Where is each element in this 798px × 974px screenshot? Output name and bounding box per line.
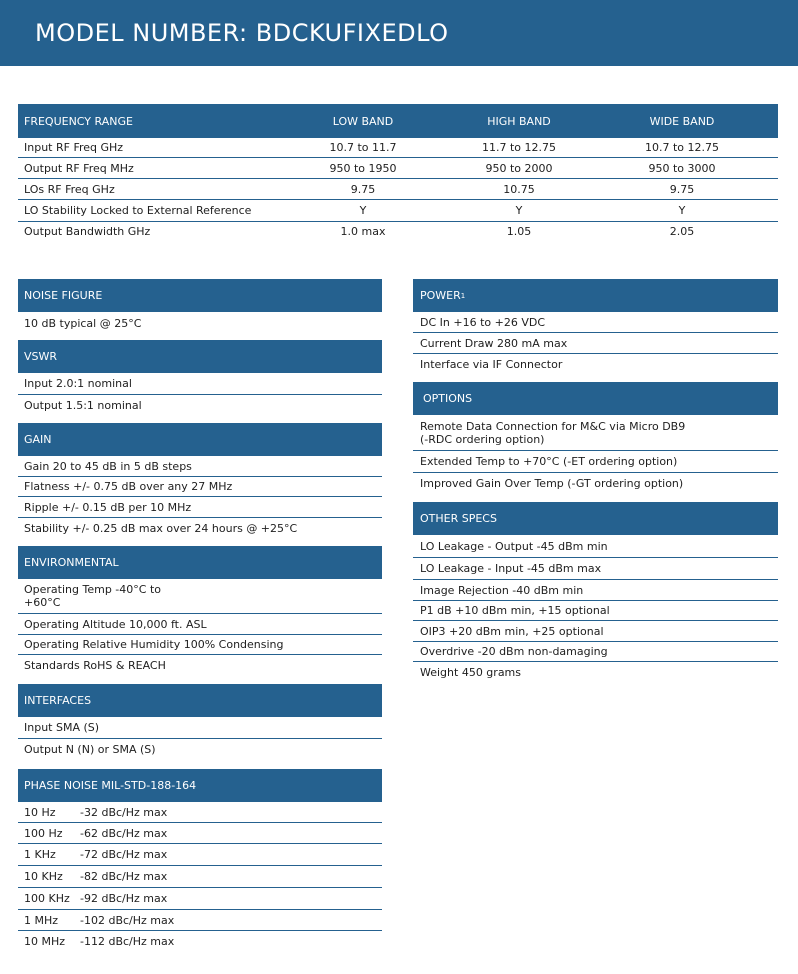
phase-noise-value: -112 dBc/Hz max	[80, 935, 175, 948]
phase-noise-offset: 10 KHz	[24, 870, 63, 883]
freq-header-low: LOW BAND	[332, 114, 394, 128]
freq-row-low: Y	[359, 204, 367, 217]
power-footnote-mark: 1	[460, 291, 466, 300]
power-item: Interface via IF Connector	[420, 357, 563, 371]
freq-row-label: Output Bandwidth GHz	[24, 225, 151, 238]
freq-row-wide: 950 to 3000	[648, 161, 716, 175]
freq-row-wide: 9.75	[669, 182, 695, 196]
freq-row-high: 1.05	[506, 225, 532, 238]
phase-noise-value: -62 dBc/Hz max	[80, 826, 168, 840]
freq-table-row	[18, 138, 778, 158]
power-header	[413, 279, 778, 312]
interfaces-header: INTERFACES	[18, 684, 382, 717]
freq-row-label: Output RF Freq MHz	[24, 161, 134, 175]
freq-row-label: LOs RF Freq GHz	[24, 182, 115, 196]
freq-header-high: HIGH BAND	[487, 114, 551, 128]
phase-noise-value: -32 dBc/Hz max	[80, 805, 168, 819]
phase-noise-header: PHASE NOISE MIL-STD-188-164	[18, 769, 382, 802]
freq-row-high: 10.75	[503, 182, 535, 196]
phase-noise-value: -92 dBc/Hz max	[80, 892, 168, 905]
freq-header-wide: WIDE BAND	[649, 114, 715, 128]
environmental-item: Standards RoHS & REACH	[24, 658, 166, 672]
other-specs-item: LO Leakage - Input -45 dBm max	[413, 558, 778, 580]
gain-item: Stability +/- 0.25 dB max over 24 hours @ +25°C	[24, 521, 298, 535]
noise-figure-item: 10 dB typical @ 25°C	[24, 316, 142, 330]
options-rdc-line2: (-RDC ordering option)	[420, 432, 545, 446]
power-item: DC In +16 to +26 VDC	[413, 312, 778, 333]
options-item: Improved Gain Over Temp (-GT ordering option)	[420, 477, 684, 490]
other-specs-item: OIP3 +20 dBm min, +25 optional	[413, 621, 778, 642]
vswr-item: Input 2.0:1 nominal	[18, 373, 382, 395]
other-specs-item: P1 dB +10 dBm min, +15 optional	[413, 601, 778, 621]
freq-table-row	[18, 222, 778, 241]
vswr-item: Output 1.5:1 nominal	[24, 398, 142, 412]
gain-item: Flatness +/- 0.75 dB over any 27 MHz	[18, 477, 382, 497]
freq-table-row	[18, 179, 778, 200]
phase-noise-row	[18, 844, 382, 866]
freq-row-low: 9.75	[350, 182, 376, 196]
freq-row-wide: 2.05	[669, 225, 695, 238]
freq-row-high: Y	[515, 204, 523, 217]
phase-noise-value: -72 dBc/Hz max	[80, 848, 168, 861]
phase-noise-row	[18, 823, 382, 844]
other-specs-header: OTHER SPECS	[413, 502, 778, 535]
page-header	[0, 0, 798, 66]
power-item: Current Draw 280 mA max	[413, 333, 778, 354]
freq-row-low: 1.0 max	[340, 225, 386, 238]
options-item	[413, 415, 778, 451]
env-temp-line2: +60°C	[24, 596, 61, 609]
options-item: Extended Temp to +70°C (-ET ordering option)	[413, 451, 778, 473]
phase-noise-offset: 1 MHz	[24, 913, 59, 927]
environmental-item: Operating Altitude 10,000 ft. ASL	[18, 614, 382, 635]
env-temp-line1: Operating Temp -40°C to	[24, 583, 161, 596]
model-number-title: MODEL NUMBER: BDCKUFIXEDLO	[35, 19, 449, 47]
freq-row-label: LO Stability Locked to External Reference	[24, 204, 252, 217]
environmental-item: Operating Relative Humidity 100% Condensing	[18, 635, 382, 655]
power-title: POWER	[420, 289, 461, 302]
interfaces-item: Output N (N) or SMA (S)	[24, 742, 156, 756]
other-specs-item: Overdrive -20 dBm non-damaging	[413, 642, 778, 662]
phase-noise-offset: 100 KHz	[24, 892, 70, 905]
gain-header: GAIN	[18, 423, 382, 456]
freq-table-row	[18, 158, 778, 179]
phase-noise-offset: 10 MHz	[24, 935, 66, 948]
phase-noise-offset: 1 KHz	[24, 848, 56, 861]
options-header: OPTIONS	[413, 382, 778, 415]
freq-row-wide: Y	[678, 204, 686, 217]
environmental-item	[18, 579, 382, 614]
interfaces-item: Input SMA (S)	[18, 717, 382, 739]
phase-noise-row	[18, 931, 382, 952]
phase-noise-value: -102 dBc/Hz max	[80, 913, 175, 927]
noise-figure-header: NOISE FIGURE	[18, 279, 382, 312]
phase-noise-value: -82 dBc/Hz max	[80, 870, 168, 883]
phase-noise-row	[18, 910, 382, 931]
options-rdc-line1: Remote Data Connection for M&C via Micro DB9	[420, 419, 686, 433]
freq-row-high: 11.7 to 12.75	[481, 141, 557, 154]
other-specs-item: Weight 450 grams	[420, 665, 522, 679]
phase-noise-offset: 100 Hz	[24, 826, 63, 840]
gain-item: Gain 20 to 45 dB in 5 dB steps	[18, 456, 382, 477]
phase-noise-row	[18, 802, 382, 823]
phase-noise-row	[18, 888, 382, 910]
freq-row-wide: 10.7 to 12.75	[644, 141, 720, 154]
other-specs-item: LO Leakage - Output -45 dBm min	[413, 535, 778, 558]
freq-header-label: FREQUENCY RANGE	[24, 114, 133, 128]
freq-row-high: 950 to 2000	[485, 161, 553, 175]
freq-row-low: 950 to 1950	[329, 161, 397, 175]
vswr-header: VSWR	[18, 340, 382, 373]
other-specs-item: Image Rejection -40 dBm min	[413, 580, 778, 601]
environmental-header: ENVIRONMENTAL	[18, 546, 382, 579]
freq-table-row	[18, 200, 778, 222]
phase-noise-offset: 10 Hz	[24, 805, 56, 819]
freq-row-label: Input RF Freq GHz	[24, 141, 124, 154]
gain-item: Ripple +/- 0.15 dB per 10 MHz	[18, 497, 382, 518]
phase-noise-row	[18, 866, 382, 888]
freq-row-low: 10.7 to 11.7	[329, 141, 397, 154]
freq-table-header	[18, 104, 778, 138]
